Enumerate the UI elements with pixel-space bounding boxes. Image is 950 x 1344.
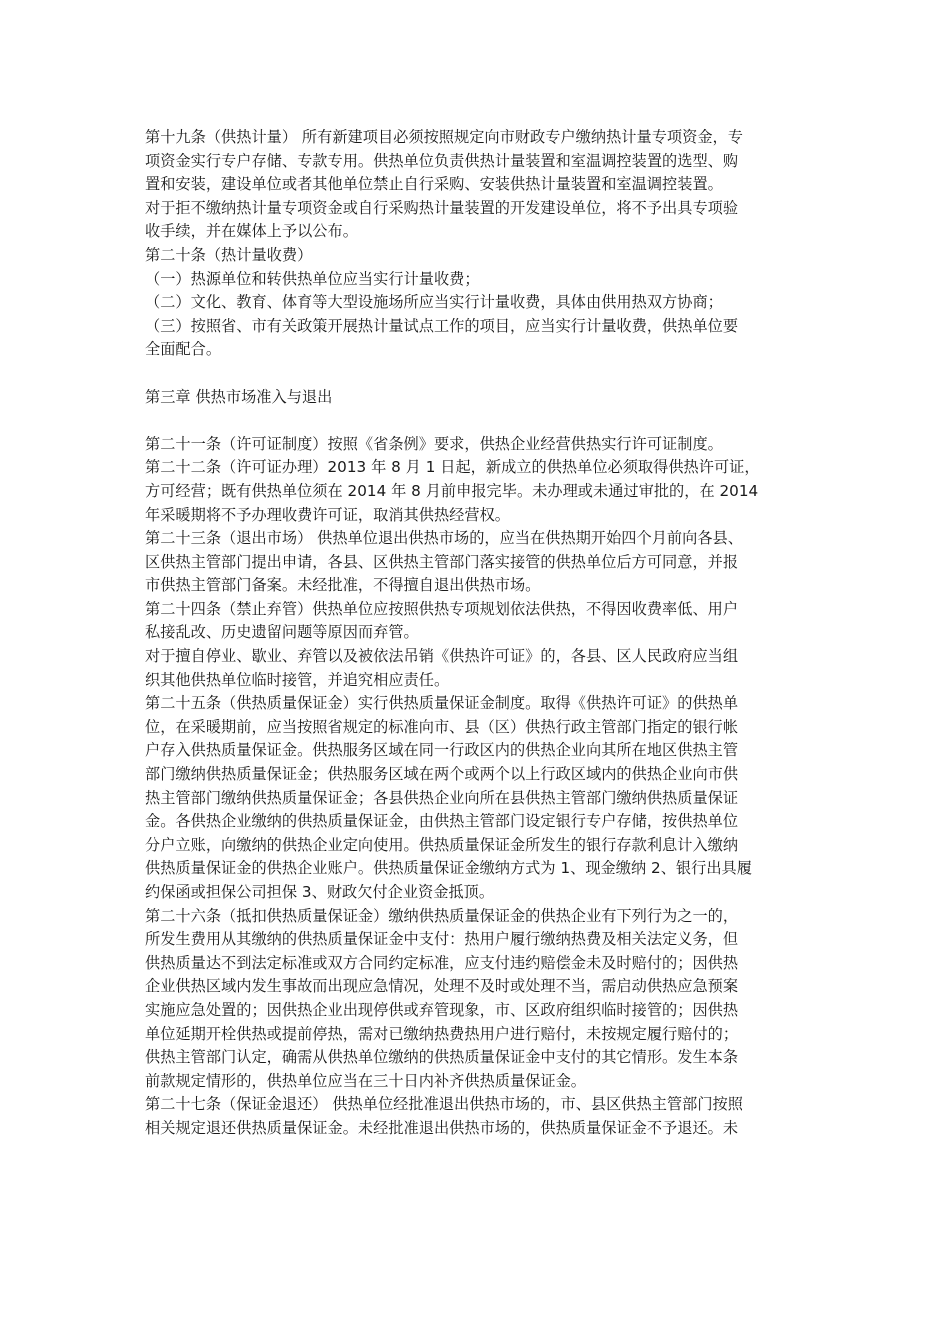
text-line: 方可经营；既有供热单位须在 2014 年 8 月前申报完毕。未办理或未通过审批的，在 2014	[145, 481, 759, 500]
chapter-heading: 第三章 供热市场准入与退出	[145, 387, 333, 406]
text-line: 市供热主管部门备案。未经批准，不得擅自退出供热市场。	[145, 576, 541, 595]
text-line: 收手续，并在媒体上予以公布。	[145, 222, 358, 241]
text-line: 项资金实行专户存储、专款专用。供热单位负责供热计量装置和室温调控装置的选型、购	[145, 151, 739, 170]
text-line: 前款规定情形的，供热单位应当在三十日内补齐供热质量保证金。	[145, 1071, 587, 1090]
text-line: 单位延期开栓供热或提前停热，需对已缴纳热费热用户进行赔付，未按规定履行赔付的；	[145, 1024, 739, 1043]
text-line: 全面配合。	[145, 340, 222, 359]
text-line: 对于拒不缴纳热计量专项资金或自行采购热计量装置的开发建设单位，将不予出具专项验	[145, 198, 739, 217]
text-line: 户存入供热质量保证金。供热服务区域在同一行政区内的供热企业向其所在地区供热主管	[145, 741, 739, 760]
text-line: 区供热主管部门提出申请，各县、区供热主管部门落实接管的供热单位后方可同意，并报	[145, 552, 739, 571]
text-line: 第二十六条（抵扣供热质量保证金）缴纳供热质量保证金的供热企业有下列行为之一的，	[145, 906, 739, 925]
text-line: 第十九条（供热计量） 所有新建项目必须按照规定向市财政专户缴纳热计量专项资金，专	[145, 128, 743, 146]
text-line: （二）文化、教育、体育等大型设施场所应当实行计量收费，具体由供用热双方协商；	[145, 293, 723, 312]
text-line: 相关规定退还供热质量保证金。未经批准退出供热市场的，供热质量保证金不予退还。未	[145, 1118, 739, 1137]
text-line: 第二十四条（禁止弃管）供热单位应按照供热专项规划依法供热，不得因收费率低、用户	[145, 599, 739, 618]
text-line: （一）热源单位和转供热单位应当实行计量收费；	[145, 269, 480, 288]
blank-line	[145, 409, 810, 433]
text-line: （三）按照省、市有关政策开展热计量试点工作的项目，应当实行计量收费，供热单位要	[145, 316, 739, 335]
text-line: 年采暖期将不予办理收费许可证，取消其供热经营权。	[145, 505, 510, 524]
text-line: 部门缴纳供热质量保证金；供热服务区域在两个或两个以上行政区域内的供热企业向市供	[145, 765, 739, 784]
text-line: 对于擅自停业、歇业、弃管以及被依法吊销《供热许可证》的，各县、区人民政府应当组	[145, 647, 739, 666]
text-line: 金。各供热企业缴纳的供热质量保证金，由供热主管部门设定银行专户存储，按供热单位	[145, 812, 739, 831]
text-line: 私接乱改、历史遗留问题等原因而弃管。	[145, 623, 419, 642]
text-line: 供热质量保证金的供热企业账户。供热质量保证金缴纳方式为 1、现金缴纳 2、银行出具履	[145, 859, 752, 878]
section-heading: 第二十条（热计量收费）	[145, 245, 313, 264]
text-line: 供热主管部门认定，确需从供热单位缴纳的供热质量保证金中支付的其它情形。发生本条	[145, 1048, 739, 1067]
text-line: 第二十一条（许可证制度）按照《省条例》要求，供热企业经营供热实行许可证制度。	[145, 434, 723, 453]
text-line: 第二十三条（退出市场） 供热单位退出供热市场的，应当在供热期开始四个月前向各县、	[145, 529, 743, 548]
text-line: 第二十五条（供热质量保证金）实行供热质量保证金制度。取得《供热许可证》的供热单	[145, 694, 739, 713]
text-line: 分户立账，向缴纳的供热企业定向使用。供热质量保证金所发生的银行存款利息计入缴纳	[145, 835, 739, 854]
blank-line	[145, 362, 810, 386]
text-line: 约保函或担保公司担保 3、财政欠付企业资金抵顶。	[145, 883, 495, 901]
text-line: 位，在采暖期前，应当按照省规定的标准向市、县（区）供热行政主管部门指定的银行帐	[145, 717, 739, 736]
text-line: 所发生费用从其缴纳的供热质量保证金中支付：热用户履行缴纳热费及相关法定义务，但	[145, 930, 739, 949]
text-line: 实施应急处置的；因供热企业出现停供或弃管现象，市、区政府组织临时接管的；因供热	[145, 1000, 739, 1019]
document-page	[145, 126, 810, 1141]
text-line: 供热质量达不到法定标准或双方合同约定标准，应支付违约赔偿金未及时赔付的；因供热	[145, 953, 739, 972]
text-line: 热主管部门缴纳供热质量保证金；各县供热企业向所在县供热主管部门缴纳供热质量保证	[145, 788, 739, 807]
text-line: 第二十二条（许可证办理）2013 年 8 月 1 日起，新成立的供热单位必须取得供热许可证，	[145, 458, 760, 477]
text-line: 置和安装，建设单位或者其他单位禁止自行采购、安装供热计量装置和室温调控装置。	[145, 175, 723, 194]
text-line: 企业供热区域内发生事故而出现应急情况，处理不及时或处理不当，需启动供热应急预案	[145, 977, 739, 996]
text-line: 第二十七条（保证金退还） 供热单位经批准退出供热市场的，市、县区供热主管部门按照	[145, 1095, 743, 1114]
text-line: 织其他供热单位临时接管，并追究相应责任。	[145, 670, 450, 689]
